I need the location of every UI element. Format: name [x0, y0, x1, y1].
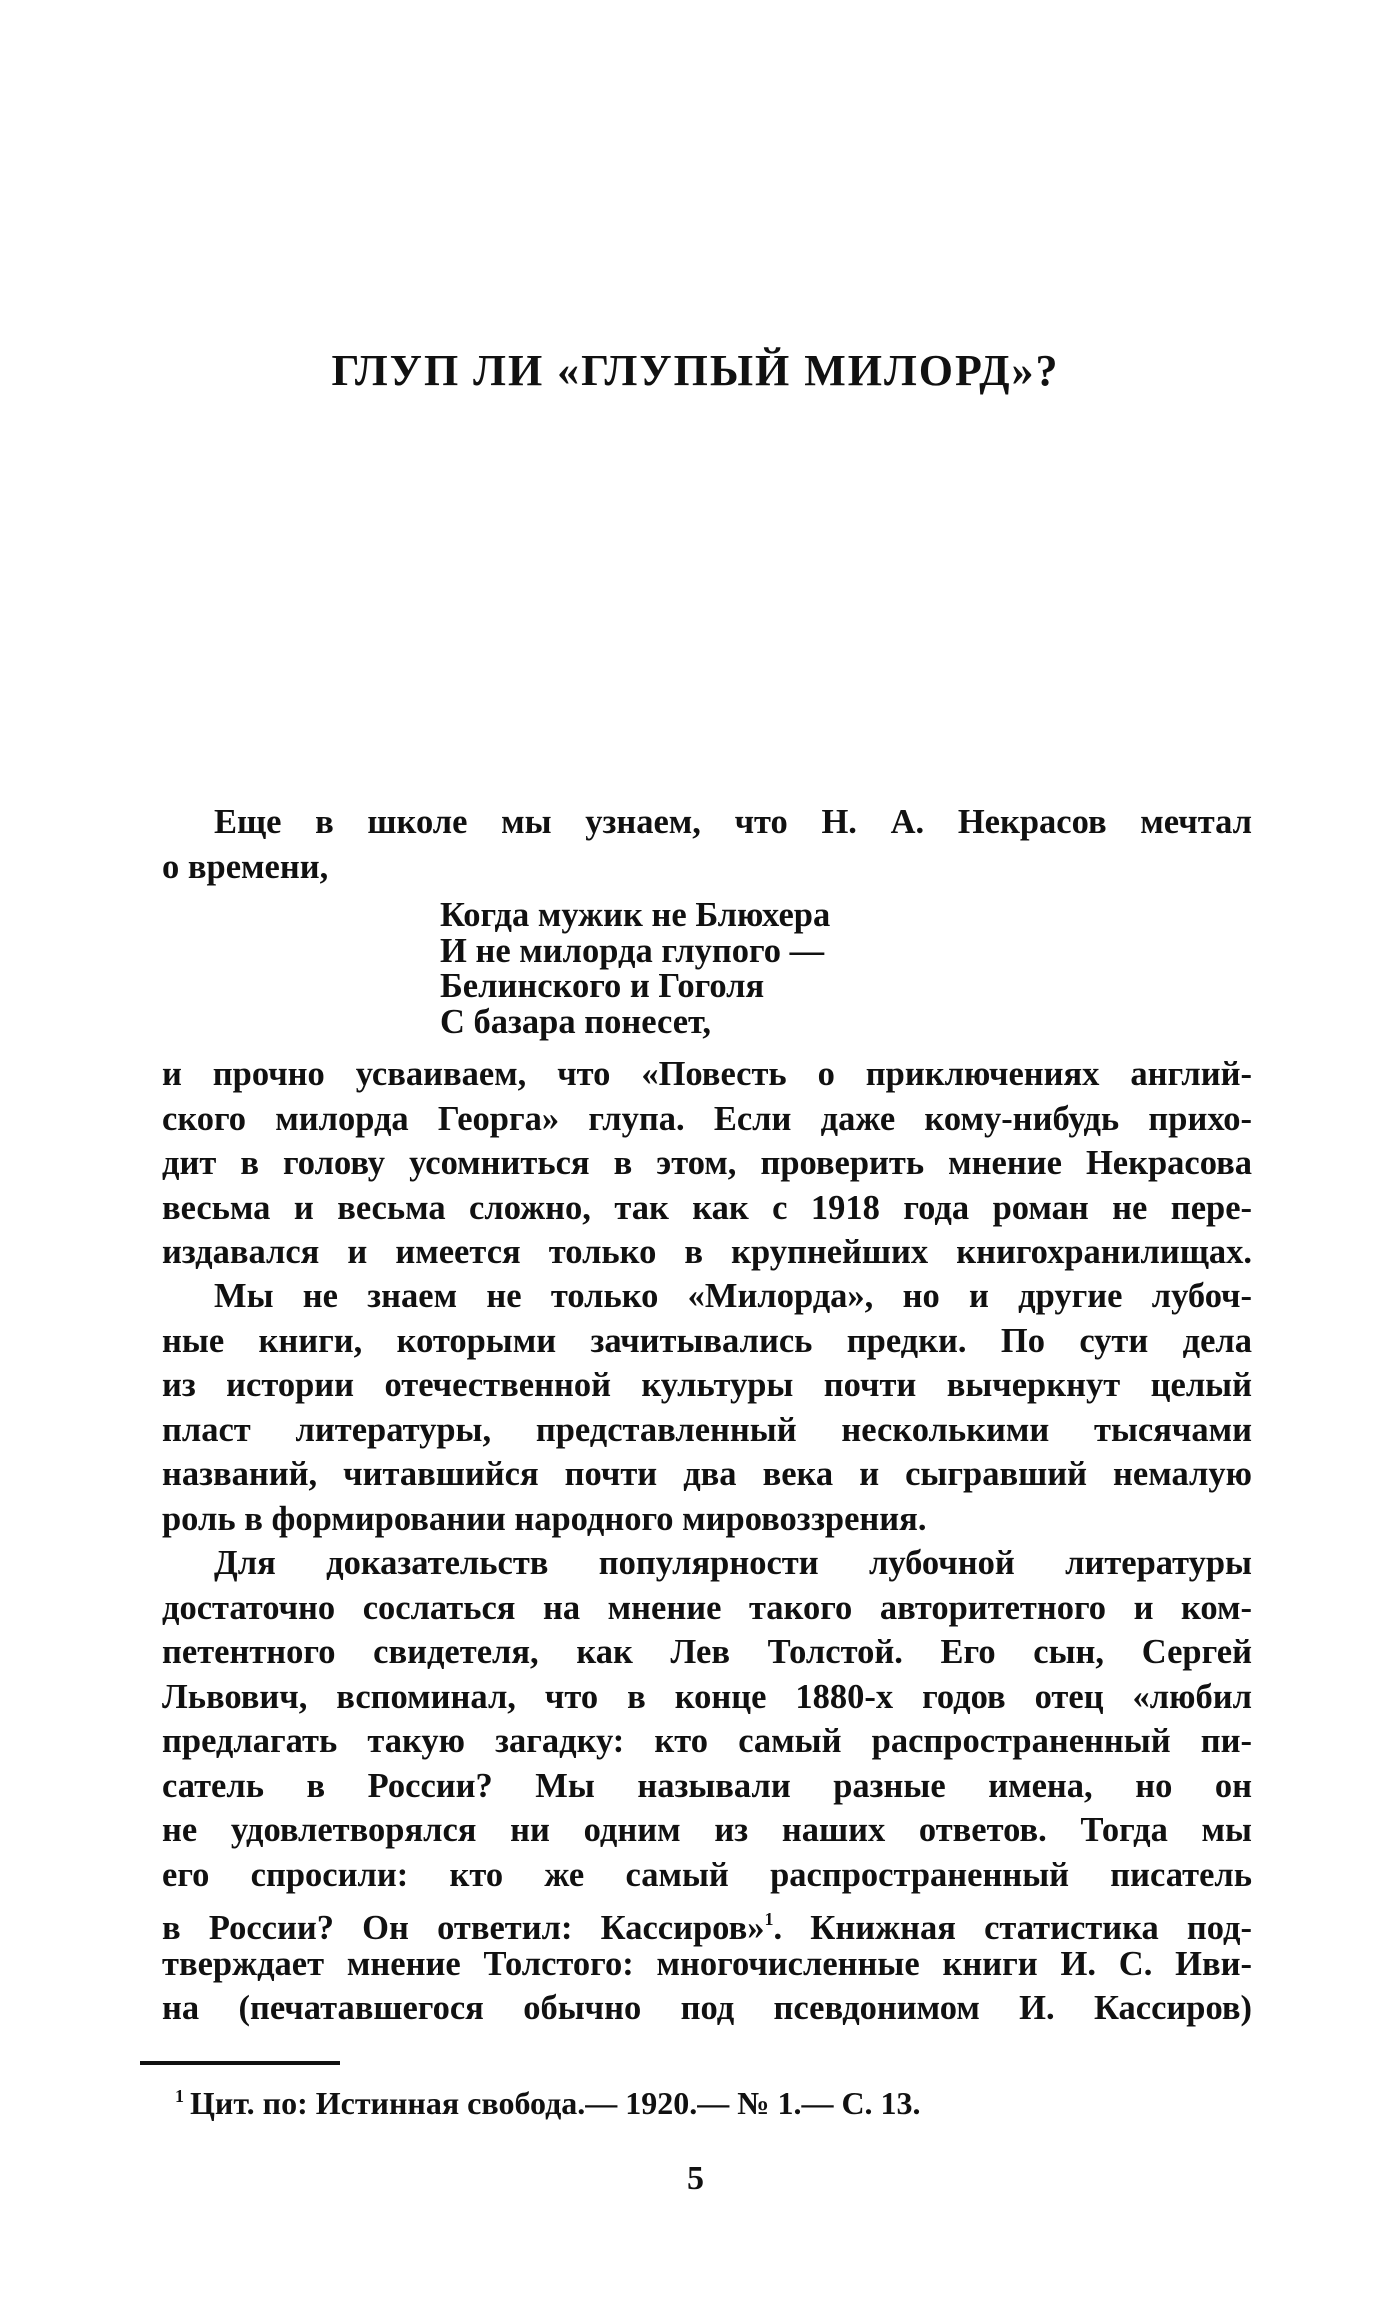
- text-line: сатель в России? Мы называли разные имена, но он: [162, 1766, 1252, 1805]
- text-segment: . Книжная статистика под-: [773, 1909, 1252, 1947]
- text-segment: в России? Он ответил: Кассиров»: [162, 1909, 765, 1947]
- text-line: его спросили: кто же самый распространенный писатель: [162, 1855, 1252, 1894]
- text-line: Львович, вспоминал, что в конце 1880-х годов отец «любил: [162, 1677, 1252, 1716]
- text-line: Мы не знаем не только «Милорда», но и другие лубоч-: [214, 1277, 1252, 1315]
- text-line: дит в голову усомниться в этом, проверить мнение Некрасова: [162, 1144, 1252, 1182]
- text-line: издавался и имеется только в крупнейших книгохранилищах.: [162, 1233, 1252, 1271]
- text-line: пласт литературы, представленный несколькими тысячами: [162, 1410, 1252, 1449]
- verse-line: И не милорда глупого —: [440, 931, 825, 970]
- text-line: предлагать такую загадку: кто самый распространенный пи-: [162, 1722, 1252, 1760]
- footnote: [175, 2085, 921, 2122]
- text-line: на (печатавшегося обычно под псевдонимом И. Кассиров): [162, 1989, 1252, 2027]
- verse-line: С базара понесет,: [440, 1002, 711, 1041]
- text-line: петентного свидетеля, как Лев Толстой. Его сын, Сергей: [162, 1633, 1252, 1671]
- text-line: тверждает мнение Толстого: многочисленные книги И. С. Иви-: [162, 1944, 1252, 1983]
- paragraph-3: [162, 1541, 1252, 2031]
- page-number: 5: [687, 2160, 704, 2197]
- footnote-marker: 1: [175, 2086, 184, 2106]
- footnote-reference[interactable]: 1: [764, 1909, 774, 1929]
- intro-paragraph: [162, 800, 1252, 889]
- text-line: из истории отечественной культуры почти вычеркнут целый: [162, 1366, 1252, 1404]
- verse-line: Белинского и Гоголя: [440, 967, 765, 1005]
- chapter-title: ГЛУП ЛИ «ГЛУПЫЙ МИЛОРД»?: [331, 346, 1060, 395]
- text-line: Для доказательств популярности лубочной литературы: [214, 1544, 1252, 1582]
- text-line: ные книги, которыми зачитывались предки. По сути дела: [162, 1321, 1252, 1360]
- text-line: ского милорда Георга» глупа. Если даже кому-нибудь прихо-: [162, 1099, 1252, 1138]
- text-line: названий, читавшийся почти два века и сыгравший немалую: [162, 1455, 1252, 1493]
- text-line: Еще в школе мы узнаем, что Н. А. Некрасов мечтал: [214, 803, 1252, 841]
- verse-line: Когда мужик не Блюхера: [440, 896, 831, 934]
- footnote-text: Цит. по: Истинная свобода.— 1920.— № 1.— С. 13.: [190, 2085, 921, 2121]
- text-line: весьма и весьма сложно, так как с 1918 года роман не пере-: [162, 1188, 1252, 1227]
- text-line: о времени,: [162, 847, 329, 886]
- text-line: роль в формировании народного мировоззрения.: [162, 1499, 927, 1538]
- text-line: и прочно усваиваем, что «Повесть о приключениях англий-: [162, 1055, 1252, 1093]
- text-line: не удовлетворялся ни одним из наших ответов. Тогда мы: [162, 1811, 1252, 1849]
- paragraph-1: [162, 1052, 1252, 1275]
- footnote-divider: [140, 2061, 340, 2065]
- paragraph-2: [162, 1274, 1252, 1541]
- text-line-with-footnote-ref: [162, 1897, 1252, 1947]
- text-line: достаточно сослаться на мнение такого авторитетного и ком-: [162, 1588, 1252, 1627]
- verse-quote: [440, 898, 830, 1040]
